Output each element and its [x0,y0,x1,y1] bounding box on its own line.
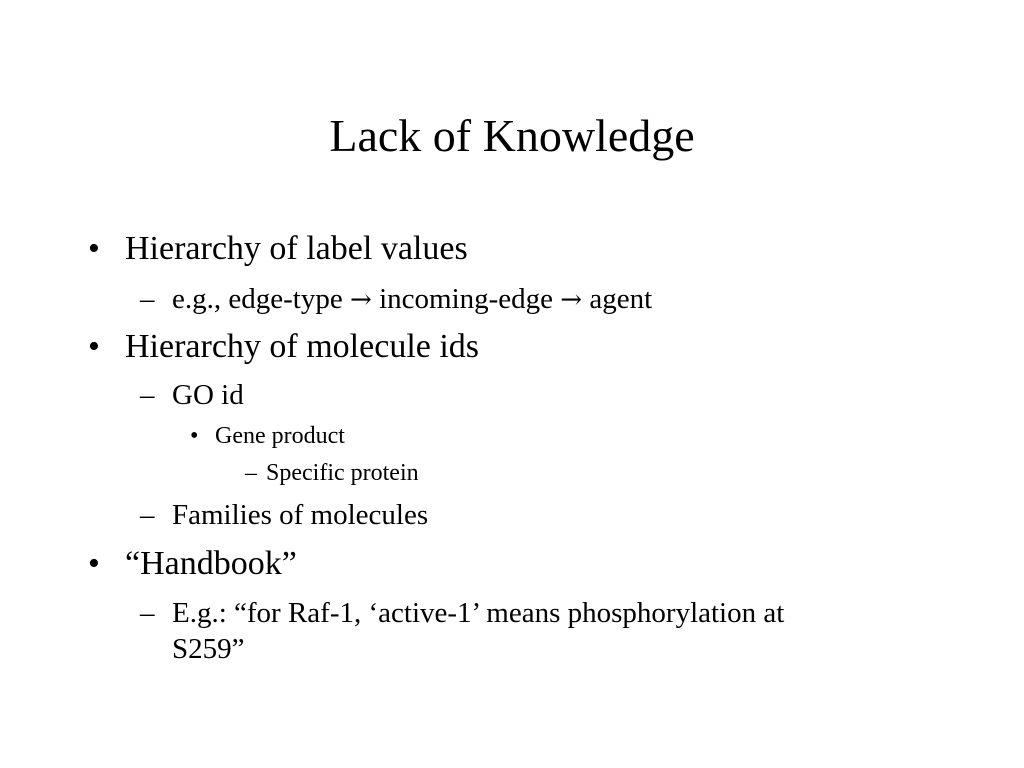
level4-text: Specific protein [266,460,419,486]
dash-marker: – [140,499,155,531]
text-segment: incoming-edge [379,283,554,315]
subbullet-text-line2: S259” [172,633,245,665]
subbullet-text: GO id [172,379,244,411]
dash-marker: – [245,460,257,486]
dash-marker: – [140,597,155,629]
dash-marker: – [140,379,155,411]
subbullet-text [172,282,652,317]
text-segment: agent [589,283,653,315]
bullet-marker: • [190,423,199,449]
bullet-text: Hierarchy of molecule ids [125,328,480,365]
slide-title: Lack of Knowledge [329,110,695,161]
bullet-marker: • [88,328,100,365]
bullet-text: “Handbook” [125,545,297,582]
right-arrow-icon: → [349,285,372,315]
bullet-marker: • [88,545,100,582]
bullet-text: Hierarchy of label values [125,230,468,267]
subbullet-text-line1: E.g.: “for Raf-1, ‘active-1’ means phosphorylation at [172,597,785,629]
bullet-marker: • [88,230,100,267]
text-segment: e.g., edge-type [172,283,343,315]
right-arrow-icon: → [560,285,583,315]
dash-marker: – [140,283,155,315]
subbullet-text: Families of molecules [172,499,429,531]
subsubbullet-text: Gene product [215,423,345,449]
